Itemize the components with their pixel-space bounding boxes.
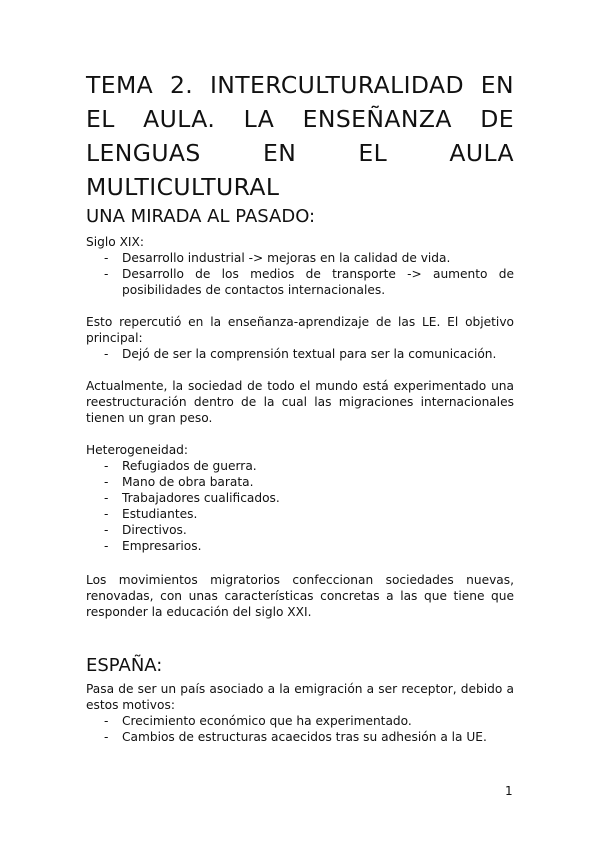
paragraph-actualmente: Actualmente, la sociedad de todo el mundo está experimentado una reestructuración dentro de la cual las migraciones internacionales tienen un gran peso. [86, 379, 514, 425]
dash-bullet: - [104, 507, 109, 521]
list-item: - Cambios de estructuras acaecidos tras su adhesión a la UE. [104, 730, 487, 744]
dash-bullet: - [104, 459, 109, 473]
dash-bullet: - [104, 475, 109, 489]
dash-bullet: - [104, 251, 109, 265]
list-item: - Desarrollo de los medios de transporte -> aumento de posibilidades de contactos internacionales. [104, 267, 514, 297]
hetero-label: Heterogeneidad: [86, 443, 189, 457]
siglo-label: Siglo XIX: [86, 235, 144, 249]
objetivo-list [86, 346, 514, 362]
list-item: - Dejó de ser la comprensión textual para ser la comunicación. [104, 347, 497, 361]
list-item: - Directivos. [104, 523, 187, 537]
document-title: TEMA 2. INTERCULTURALIDAD EN EL AULA. LA ENSEÑANZA DE LENGUAS EN EL AULA MULTICULTURAL [86, 71, 514, 201]
dash-bullet: - [104, 491, 109, 505]
list-item: - Crecimiento económico que ha experimentado. [104, 714, 412, 728]
dash-bullet: - [104, 714, 109, 728]
list-item: - Desarrollo industrial -> mejoras en la calidad de vida. [104, 251, 451, 265]
dash-bullet: - [104, 347, 109, 361]
section-heading-espana: ESPAÑA: [86, 655, 163, 676]
page-number: 1 [505, 784, 513, 798]
list-item: - Refugiados de guerra. [104, 459, 257, 473]
paragraph-espana: Pasa de ser un país asociado a la emigración a ser receptor, debido a estos motivos: [86, 682, 514, 712]
list-item: - Estudiantes. [104, 507, 198, 521]
paragraph-objetivo: Esto repercutió en la enseñanza-aprendizaje de las LE. El objetivo principal: [86, 315, 514, 345]
list-item: - Mano de obra barata. [104, 475, 254, 489]
hetero-list [86, 458, 514, 554]
dash-bullet: - [104, 523, 109, 537]
list-item: - Empresarios. [104, 539, 202, 553]
siglo-list [86, 250, 514, 298]
section-heading-pasado: UNA MIRADA AL PASADO: [86, 206, 316, 227]
list-item: - Trabajadores cualificados. [104, 491, 280, 505]
paragraph-movimientos: Los movimientos migratorios confeccionan sociedades nuevas, renovadas, con unas características concretas a las que tiene que responder la educación del siglo XXI. [86, 573, 514, 619]
dash-bullet: - [104, 267, 109, 281]
dash-bullet: - [104, 539, 109, 553]
espana-list [86, 713, 514, 745]
dash-bullet: - [104, 730, 109, 744]
